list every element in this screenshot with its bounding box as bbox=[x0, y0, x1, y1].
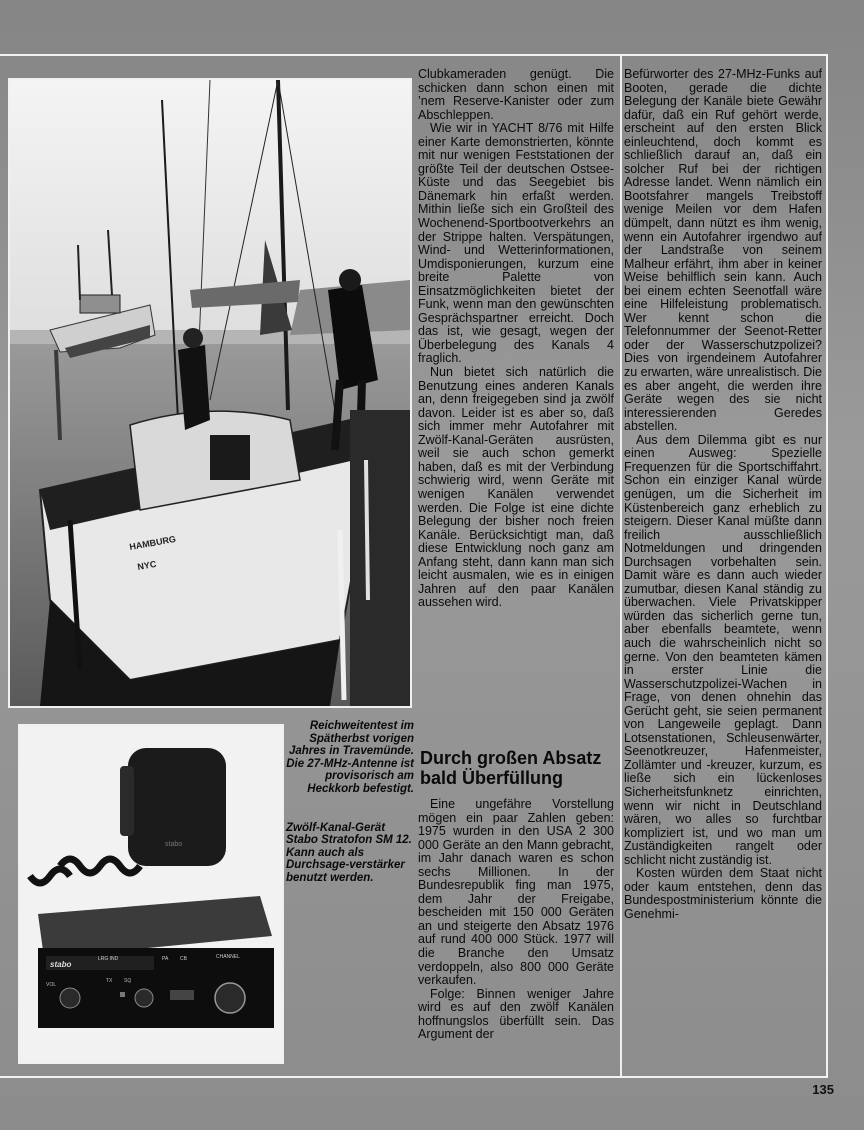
paragraph: Folge: Binnen weniger Jahre wird es auf den zwölf Kanälen hoffnungslos überfüllt sein. Das Argument der bbox=[418, 986, 614, 1042]
channel-knob bbox=[215, 983, 245, 1013]
mic-brand: stabo bbox=[165, 841, 183, 848]
article-column-right bbox=[624, 68, 822, 921]
paragraph: Eine ungefähre Vorstellung mögen ein paar Zahlen geben: 1975 wurden in den USA 2 300 000 Geräte an den Mann gebracht, im Jahr danach waren es schon sechs Millionen. In der Bundesrepublik fing man 1975, dem Jahr der Freigabe, bescheiden mit 150 000 Geräten an und steigerte den Absatz 1976 auf rund 400 000 Stück. 1977 will die Branche den Umsatz verdoppeln, also 800 000 Geräte verkaufen. bbox=[418, 797, 614, 988]
squelch-knob bbox=[135, 989, 153, 1007]
photo-captions bbox=[286, 720, 414, 911]
stern-club: NYC bbox=[136, 558, 158, 572]
radio-brand: stabo bbox=[50, 960, 72, 969]
article-column-middle bbox=[418, 68, 614, 610]
paragraph: Nun bietet sich natürlich die Benutzung eines anderen Kanals an, denn freigegeben sind ja zwölf davon. Leider ist es aber so, daß sich immer mehr Autofahrer mit Zwölf-Kanal-Geräten ausrüsten, weil sie auch schon gemerkt haben, daß es mit der Verbindung schwierig wird, wenn Geräte mit wenigen Kanälen verwendet werden. Die Folge ist eine dichte Belegung der bisher noch freien Kanäle. Berücksichtigt man, daß diese Entwicklung noch ganz am Anfang steht, dann kann man sich leicht ausmalen, wie es in einigen Jahren auf den paar Kanälen aussehen wird. bbox=[418, 365, 614, 610]
motor-boat-cabin bbox=[80, 295, 120, 313]
caption-boat: Reichweitentest im Spätherbst vorigen Jahres in Travemünde. Die 27-MHz-Antenne ist provisorisch am Heckkorb befestigt. bbox=[286, 720, 414, 795]
paragraph: Aus dem Dilemma gibt es nur einen Ausweg: Spezielle Frequenzen für die Sportschiffahrt. Schon ein einziger Kanal würde genügen, um die Sicherheit im Küstenbereich ganz erheblich zu steigern. Dieser Kanal müßte dann freilich ausschließlich Notmeldungen und dringenden Durchsagen vorbehalten sein. Damit wäre es dann auch wieder zumutbar, diesen Kanal ständig zu überwachen. Viele Privatskipper würden das sicherlich gerne tun, aber ebenfalls beamtete, wenn auch die wahrscheinlich nicht so gerne. Von den beamteten kämen in erster Linie die Wasserschutzpolizei-Wachen in Frage, von denen ohnehin das Gerücht geht, sie seien permanent von Langeweile geplagt. Dann Lotsenstationen, Schleusenwärter, Seenotkreuzer, Hafenmeister, Zollämter und -kreuzer, kurzum, es ließe sich ein lückenloses Sicherheitsfunknetz einrichten, wenn wir nicht in Deutschland wären, wo alles so furchtbar kompliziert ist, und wo man um Zuständigkeiten rangelt oder schlicht nicht zuständig ist. bbox=[624, 432, 822, 867]
paragraph: Clubkameraden genügt. Die schicken dann schon einen mit ’nem Reserve-Kanister oder zum Abschleppen. bbox=[418, 67, 614, 122]
section-heading: Durch großen Absatz bald Überfüllung bbox=[420, 748, 602, 788]
paragraph: Kosten würden dem Staat nicht oder kaum entstehen, denn das Bundespostministerium könnte die Genehmi- bbox=[624, 866, 822, 921]
column-rule bbox=[620, 56, 622, 1076]
radio-label-lrg-ind: LRG IND bbox=[98, 956, 119, 962]
radio-label-vol: VOL bbox=[46, 982, 57, 988]
radio-photo bbox=[18, 724, 284, 1064]
radio-label-cb: CB bbox=[180, 956, 187, 962]
frame-line-bottom bbox=[0, 1076, 828, 1078]
paragraph: Wie wir in YACHT 8/76 mit Hilfe einer Karte demonstrierten, könnte mit nur wenigen Feststationen der größte Teil der deutschen Ostsee-Küste und das Seegebiet bis Dänemark hin erfaßt werden. Mithin ließe sich ein Großteil des Wochenend-Sportbootverkehrs an der Strippe halten. Verspätungen, Wind- und Wetterinformationen, Umdisponierungen, kurzum eine breite Palette von Einsatzmöglichkeiten bietet der Funk, wenn man den gewünschten Gesprächspartner erreicht. Doch das ist, wie gesagt, wegen der Überbelegung des Kanals 4 fraglich. bbox=[418, 121, 614, 366]
boat-photo bbox=[8, 78, 412, 708]
article-column-middle-lower bbox=[418, 798, 614, 1042]
companionway bbox=[210, 435, 250, 480]
radio-label-tx: TX bbox=[106, 978, 113, 984]
radio-label-sq: SQ bbox=[124, 978, 132, 984]
boat-photo-image bbox=[10, 80, 410, 706]
pier bbox=[350, 410, 410, 706]
caption-radio: Zwölf-Kanal-Gerät Stabo Stratofon SM 12. Kann auch als Durchsage-verstärker benutzt werden. bbox=[286, 821, 412, 884]
microphone bbox=[128, 748, 226, 866]
frame-line-top bbox=[0, 54, 828, 56]
volume-knob bbox=[60, 988, 80, 1008]
radio-label-channel: CHANNEL bbox=[216, 954, 240, 960]
radio-label-pa: PA bbox=[162, 956, 169, 962]
frame-line-right bbox=[826, 54, 828, 1078]
stern-name: HAMBURG bbox=[128, 533, 177, 552]
radio-photo-image bbox=[20, 726, 282, 1062]
paragraph: Befürworter des 27-MHz-Funks auf Booten, gerade die dichte Belegung der Kanäle biete Gewähr dafür, daß ein Ruf gehört werde, erscheint auf den ersten Blick einleuchtend, doch kommt es schließlich darauf an, daß ein solcher Ruf bei der richtigen Adresse landet. Wenn nämlich ein Bootsfahrer mangels Treibstoff wenige Meilen vor dem Hafen dümpelt, dann nützt es ihm wenig, wenn ein Autofahrer irgendwo auf der Landstraße von seinem Malheur erfährt, ihm aber in keiner Weise behilflich sein kann. Auch bei einem echten Seenotfall wäre eine Hilfeleistung problematisch. Wer kennt schon die Telefonnummer der Seenot-Retter oder der Wasserschutzpolizei? Dies von irgendeinem Autofahrer zu erwarten, wäre unrealistisch. Die es aber angeht, die werden ihre Geräte wegen des sie nicht interessierenden Geredes abstellen. bbox=[624, 67, 822, 434]
page-number: 135 bbox=[812, 1082, 834, 1097]
